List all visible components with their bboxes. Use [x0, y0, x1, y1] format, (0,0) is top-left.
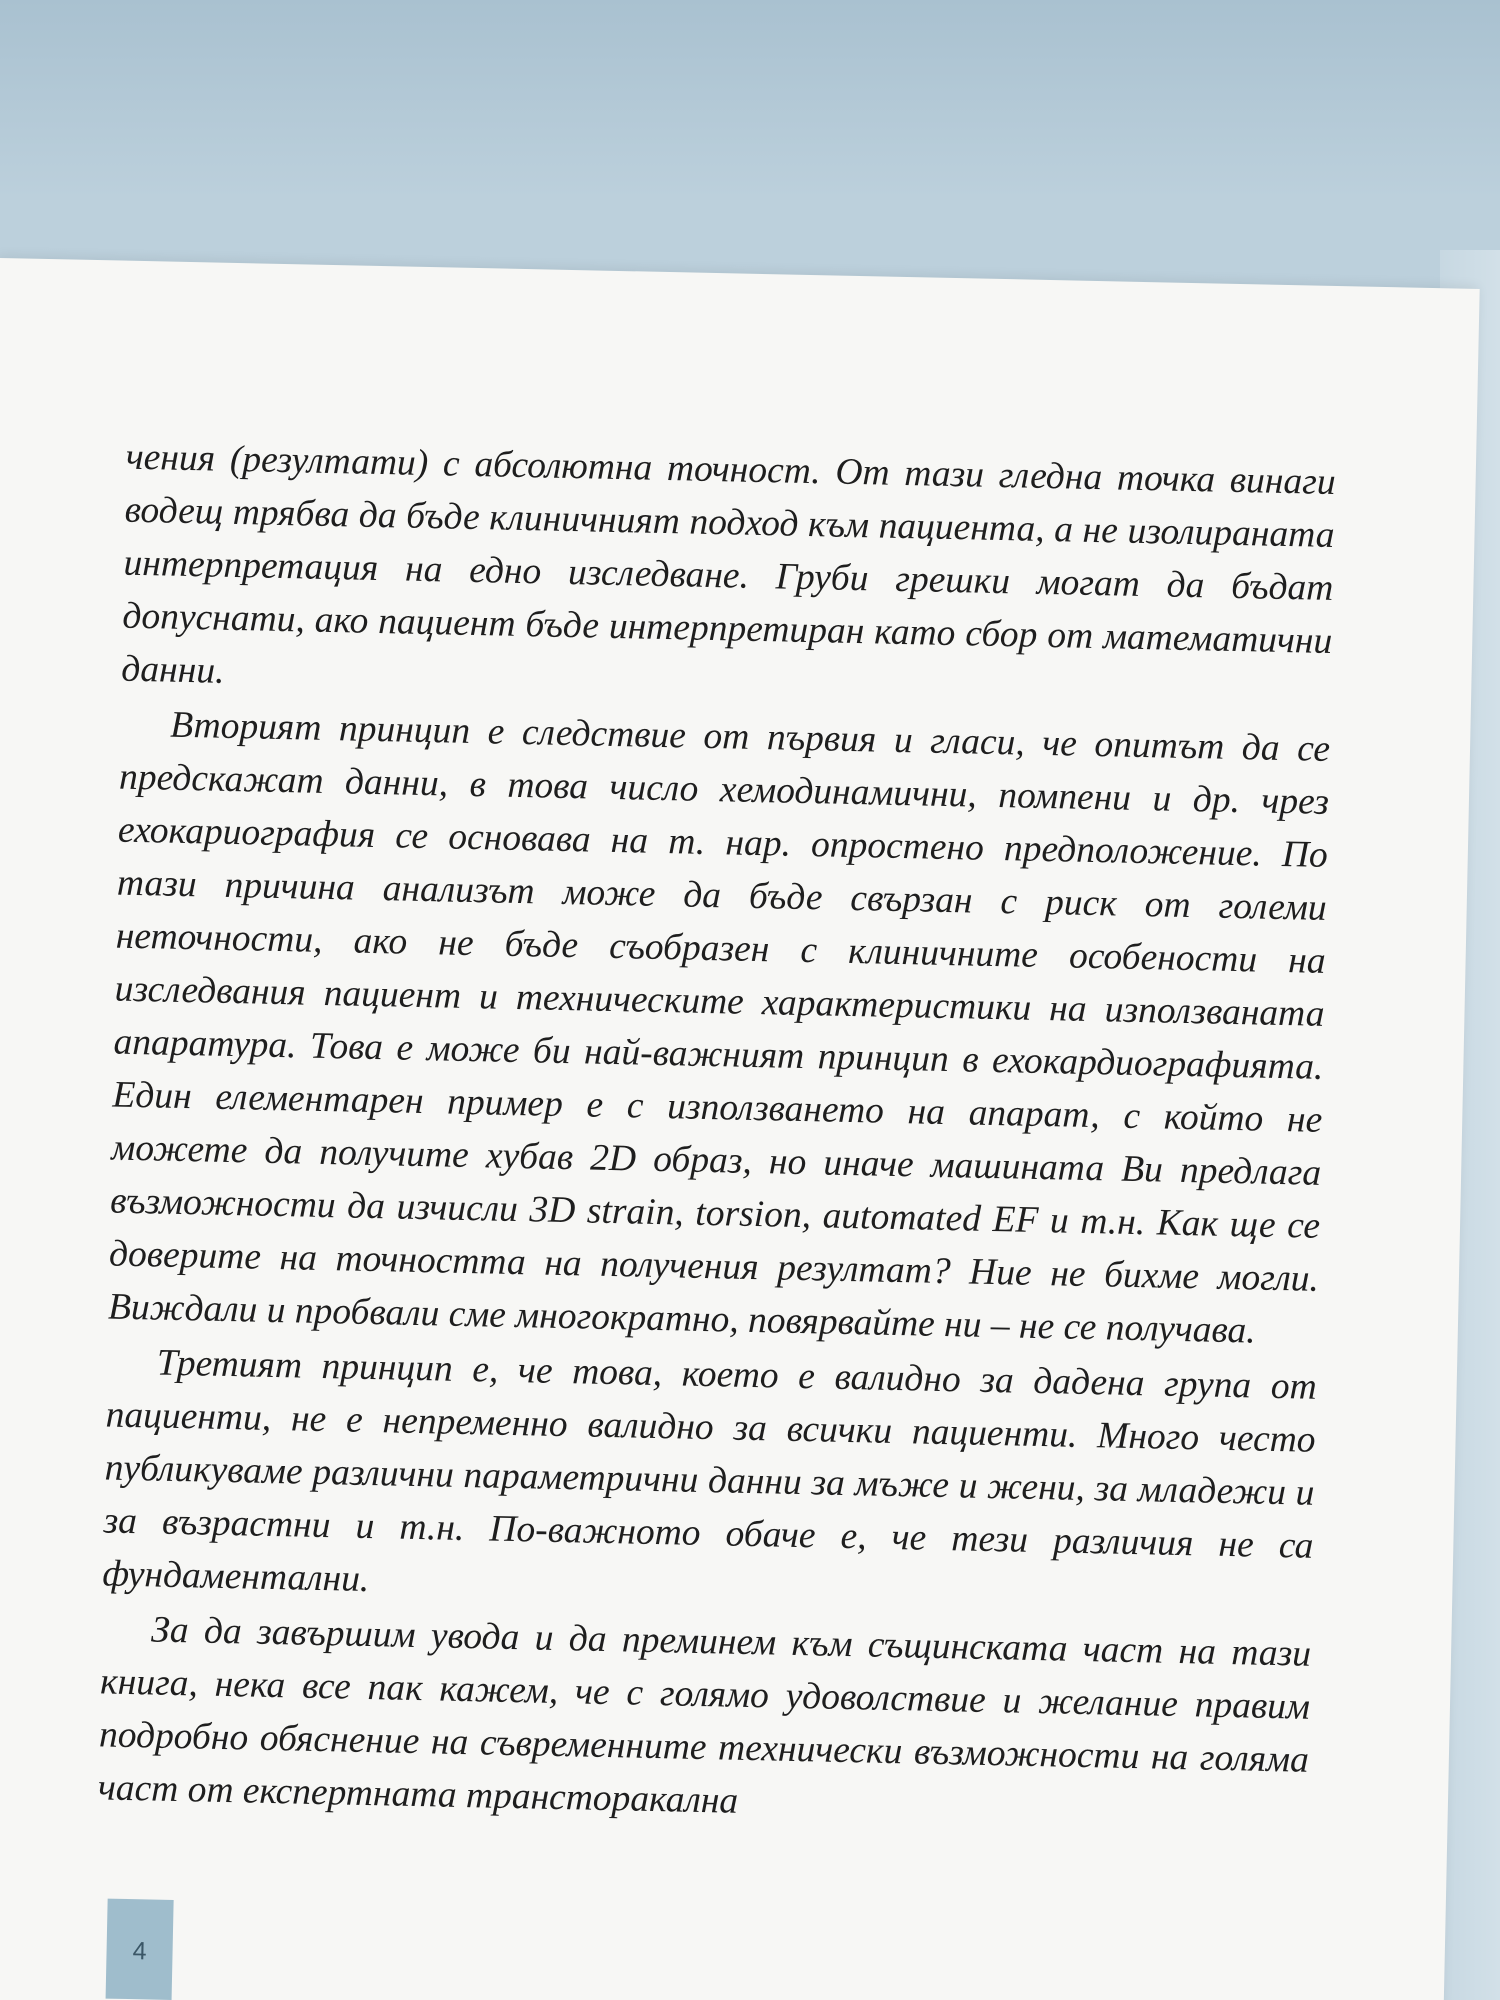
paragraph-second-principle: Вторият принцип е следствие от първия и гласи, че опитът да се предскажат данни, в това число хемодинамични, помпени и др. чрез ехокариография се основава на т. нар. опростено предположение. По тази причина анализът може да бъде свързан с риск от големи неточности, ако не бъде съобразен с клиничните особености на изследвания пациент и техническите характеристики на използваната апаратура. Това е може би най-важният принцип в ехокардиографията. Един елементарен пример е с използването на апарат, с който не можете да получите хубав 2D образ, но иначе машината Ви предлага възможности да изчисли 3D strain, torsion, automated EF и т.н. Как ще се доверите на точността на получения резултат? Ние не бихме могли. Виждали и пробвали сме многократно, повярвайте ни – не се получава. — [107, 704, 1331, 1352]
body-text — [97, 431, 1336, 1840]
page-number: 4 — [106, 1899, 174, 2000]
paragraph-continuation: чения (резултати) с абсолютна точност. От тази гледна точка винаги водещ трябва да бъде клиничният подход към пациента, а не изолираната интерпретация на едно изследване. Груби грешки могат да бъдат допуснати, ако пациент бъде интерпретиран като сбор от математични данни. — [120, 436, 1337, 692]
paragraph-third-principle: Третият принцип е, че това, което е валидно за дадена група от пациенти, не е непременно валидно за всички пациенти. Много често публикуваме различни параметрични данни за мъже и жени, за младежи и за възрастни и т.н. По-важното обаче е, че тези различия не са фундаментални. — [102, 1342, 1318, 1601]
book-page — [0, 258, 1480, 2000]
paragraph-conclusion: За да завършим увода и да преминем към същинската част на тази книга, нека все пак кажем, че с голямо удоволствие и желание правим подробно обяснение на съвременните технически възможности на голяма част от експертната трансторакална — [97, 1609, 1312, 1822]
